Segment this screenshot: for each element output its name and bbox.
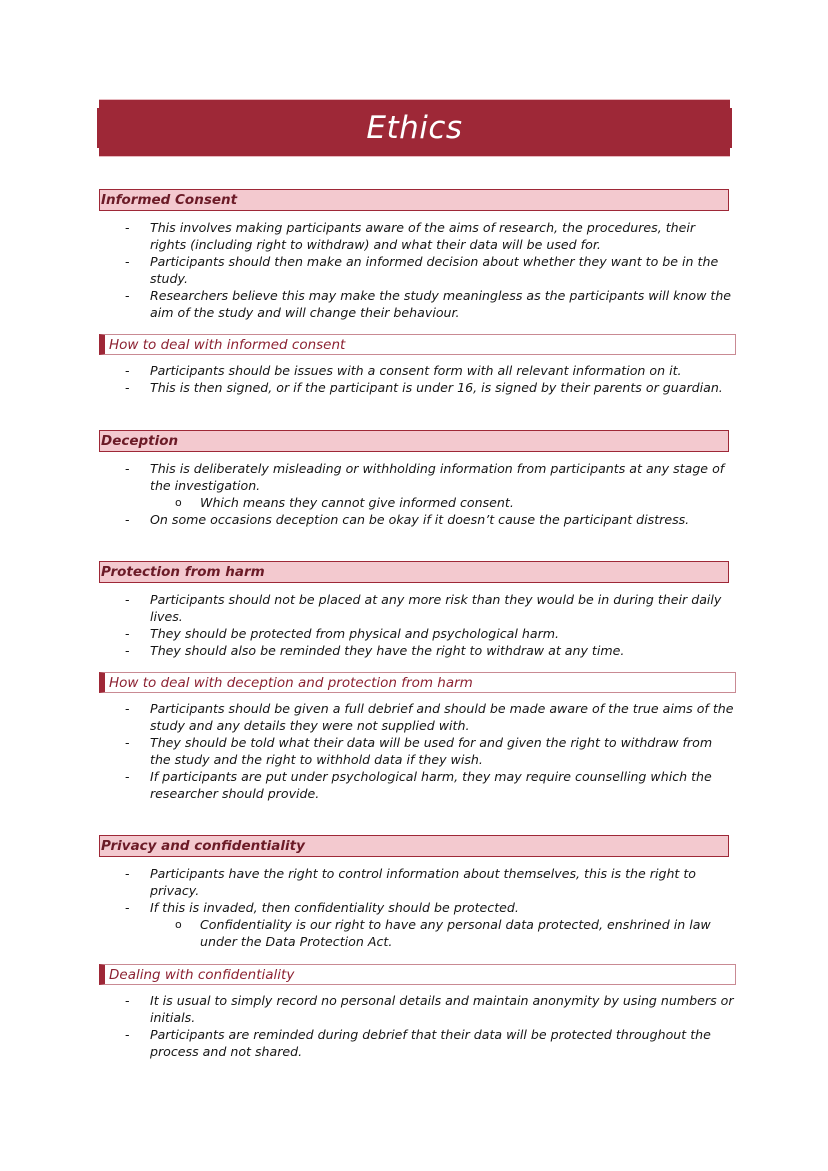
item-text: They should be protected from physical and psychological harm. [150, 626, 560, 641]
dash-bullet-icon: - [125, 592, 130, 607]
dash-bullet-icon: - [125, 643, 130, 658]
list-item [0, 992, 828, 1026]
list-item-nested [0, 916, 828, 950]
section-heading: Privacy and confidentiality [101, 838, 305, 854]
dash-bullet-icon: - [125, 993, 130, 1008]
list-item [0, 591, 828, 625]
dash-bullet-icon: - [125, 626, 130, 641]
item-text: Which means they cannot give informed consent. [200, 495, 514, 510]
dash-bullet-icon: - [125, 1027, 130, 1042]
dash-bullet-icon: - [125, 380, 130, 395]
item-text: Participants are reminded during debrief that their data will be protected throughout the process and not shared. [150, 1027, 711, 1059]
subheading: How to deal with deception and protection from harm [109, 674, 473, 691]
deception-list [0, 460, 828, 528]
section-header-protection-from-harm [99, 561, 729, 583]
section-heading: Protection from harm [101, 564, 265, 580]
dash-bullet-icon: - [125, 866, 130, 881]
list-item [0, 460, 828, 494]
dash-bullet-icon: - [125, 900, 130, 915]
dash-bullet-icon: - [125, 254, 130, 269]
list-item [0, 219, 828, 253]
protection-from-harm-list [0, 591, 828, 659]
subheader-dealing-with-confidentiality [99, 964, 736, 985]
dash-bullet-icon: - [125, 735, 130, 750]
list-item [0, 768, 828, 802]
dash-bullet-icon: - [125, 512, 130, 527]
dash-bullet-icon: - [125, 461, 130, 476]
subheading: How to deal with informed consent [109, 336, 346, 353]
section-heading: Informed Consent [101, 192, 238, 208]
privacy-confidentiality-list [0, 865, 828, 950]
banner-edge-right [730, 108, 732, 148]
circle-bullet-icon: o [175, 496, 182, 509]
list-item [0, 734, 828, 768]
item-text: This is deliberately misleading or withholding information from participants at any stage of the investigation. [150, 461, 725, 493]
item-text: Participants should then make an informed decision about whether they want to be in the study. [150, 254, 719, 286]
dash-bullet-icon: - [125, 769, 130, 784]
section-heading: Deception [101, 433, 179, 449]
dash-bullet-icon: - [125, 288, 130, 303]
section-header-privacy-confidentiality [99, 835, 729, 857]
list-item [0, 253, 828, 287]
item-text: Participants should be given a full debrief and should be made aware of the true aims of the study and any details they were not supplied with. [150, 701, 734, 733]
item-text: This is then signed, or if the participant is under 16, is signed by their parents or guardian. [150, 380, 723, 395]
banner-edge-left [97, 108, 99, 148]
subheader-how-to-deal-deception-harm [99, 672, 736, 693]
dash-bullet-icon: - [125, 701, 130, 716]
list-item [0, 362, 828, 379]
title-banner [99, 100, 730, 156]
item-text: Confidentiality is our right to have any personal data protected, enshrined in law under the Data Protection Act. [200, 917, 711, 949]
list-item [0, 511, 828, 528]
section-header-informed-consent [99, 189, 729, 211]
list-item [0, 625, 828, 642]
item-text: Participants have the right to control information about themselves, this is the right to privacy. [150, 866, 697, 898]
item-text: Participants should be issues with a consent form with all relevant information on it. [150, 363, 682, 378]
dealing-with-confidentiality-list [0, 992, 828, 1060]
list-item [0, 865, 828, 899]
item-text: They should also be reminded they have the right to withdraw at any time. [150, 643, 625, 658]
item-text: On some occasions deception can be okay if it doesn’t cause the participant distress. [150, 512, 690, 527]
dash-bullet-icon: - [125, 220, 130, 235]
item-text: This involves making participants aware of the aims of research, the procedures, their rights (including right to withdraw) and what their data will be used for. [150, 220, 696, 252]
subheader-how-to-deal-informed-consent [99, 334, 736, 355]
informed-consent-list [0, 219, 828, 321]
item-text: Participants should not be placed at any more risk than they would be in during their daily lives. [150, 592, 722, 624]
subheading: Dealing with confidentiality [109, 966, 295, 983]
circle-bullet-icon: o [175, 918, 182, 931]
item-text: Researchers believe this may make the study meaningless as the participants will know the aim of the study and will change their behaviour. [150, 288, 732, 320]
list-item [0, 379, 828, 396]
list-item [0, 899, 828, 916]
list-item [0, 700, 828, 734]
dash-bullet-icon: - [125, 363, 130, 378]
list-item [0, 287, 828, 321]
how-to-deal-informed-consent-list [0, 362, 828, 396]
list-item [0, 1026, 828, 1060]
how-to-deal-deception-harm-list [0, 700, 828, 802]
item-text: It is usual to simply record no personal details and maintain anonymity by using numbers or initials. [150, 993, 734, 1025]
item-text: If this is invaded, then confidentiality should be protected. [150, 900, 519, 915]
item-text: They should be told what their data will be used for and given the right to withdraw from the study and the right to withhold data if they wish. [150, 735, 713, 767]
section-header-deception [99, 430, 729, 452]
item-text: If participants are put under psychological harm, they may require counselling which the researcher should provide. [150, 769, 712, 801]
list-item [0, 642, 828, 659]
page-title: Ethics [366, 109, 463, 146]
list-item-nested [0, 494, 828, 511]
